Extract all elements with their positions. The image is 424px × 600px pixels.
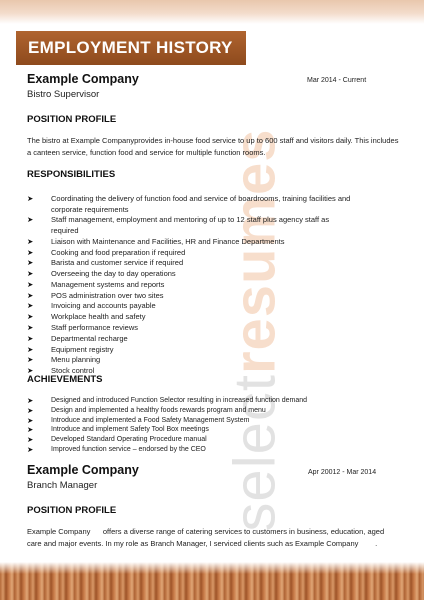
list-item: ➤ Menu planning bbox=[27, 355, 357, 366]
list-item: ➤ Developed Standard Operating Procedure manual bbox=[27, 435, 387, 445]
job1-achievements-heading: ACHIEVEMENTS bbox=[27, 374, 103, 385]
list-item: ➤ Introduce and implemented a Food Safety Management System bbox=[27, 416, 387, 426]
list-item: ➤ Introduce and implement Safety Tool Box meetings bbox=[27, 425, 387, 435]
list-item: ➤ Departmental recharge bbox=[27, 334, 357, 345]
bottom-decorative-band bbox=[0, 562, 424, 600]
list-item: ➤ Staff performance reviews bbox=[27, 323, 357, 334]
job1-profile-text: The bistro at Example Companyprovides in-house food service to up to 600 staff and visitors daily. This includes a canteen service, function food and service for multiple function rooms. bbox=[27, 136, 399, 157]
job1-dates: Mar 2014 - Current bbox=[307, 77, 367, 84]
list-item: ➤ Liaison with Maintenance and Facilities, HR and Finance Departments bbox=[27, 237, 357, 248]
list-item: ➤ Stock control bbox=[27, 366, 357, 377]
list-item: ➤ Cooking and food preparation if required bbox=[27, 248, 357, 259]
section-title: EMPLOYMENT HISTORY bbox=[28, 38, 233, 57]
job1-achievements-list bbox=[27, 396, 387, 455]
job1-responsibilities-list bbox=[27, 194, 357, 377]
list-item: ➤ Management systems and reports bbox=[27, 280, 357, 291]
job1-profile-heading: POSITION PROFILE bbox=[27, 114, 117, 125]
list-item: ➤ Design and implemented a healthy foods rewards program and menu bbox=[27, 406, 387, 416]
watermark-logo: selectresumes bbox=[222, 128, 288, 532]
list-item: ➤ Designed and introduced Function Selector resulting in increased function demand bbox=[27, 396, 387, 406]
job1-responsibilities-heading: RESPONSIBILITIES bbox=[27, 169, 116, 180]
list-item: ➤ POS administration over two sites bbox=[27, 291, 357, 302]
top-decorative-band bbox=[0, 0, 424, 24]
job1-role: Bistro Supervisor bbox=[27, 89, 100, 100]
list-item: ➤ Improved function service – endorsed by the CEO bbox=[27, 445, 387, 455]
job2-dates: Apr 20012 - Mar 2014 bbox=[308, 469, 377, 476]
list-item: ➤ Equipment registry bbox=[27, 345, 357, 356]
list-item: ➤ Workplace health and safety bbox=[27, 312, 357, 323]
job2-company: Example Company bbox=[27, 463, 139, 477]
list-item: ➤ Invoicing and accounts payable bbox=[27, 301, 357, 312]
job2-profile-text: Example Company offers a diverse range of catering services to customers in business, education, aged care and major events. In my role as Branch Manager, I serviced clients such as Example Company . bbox=[27, 527, 387, 548]
job2-role: Branch Manager bbox=[27, 480, 98, 491]
list-item: ➤ Overseeing the day to day operations bbox=[27, 269, 357, 280]
job1-company: Example Company bbox=[27, 72, 139, 86]
list-item: ➤ Coordinating the delivery of function food and service of boardrooms, training facilities and corporate requirements bbox=[27, 194, 357, 215]
section-title-banner bbox=[16, 31, 246, 65]
list-item: ➤ Staff management, employment and mentoring of up to 12 staff plus agency staff as required bbox=[27, 215, 357, 236]
list-item: ➤ Barista and customer service if required bbox=[27, 258, 357, 269]
job2-profile-heading: POSITION PROFILE bbox=[27, 505, 117, 516]
